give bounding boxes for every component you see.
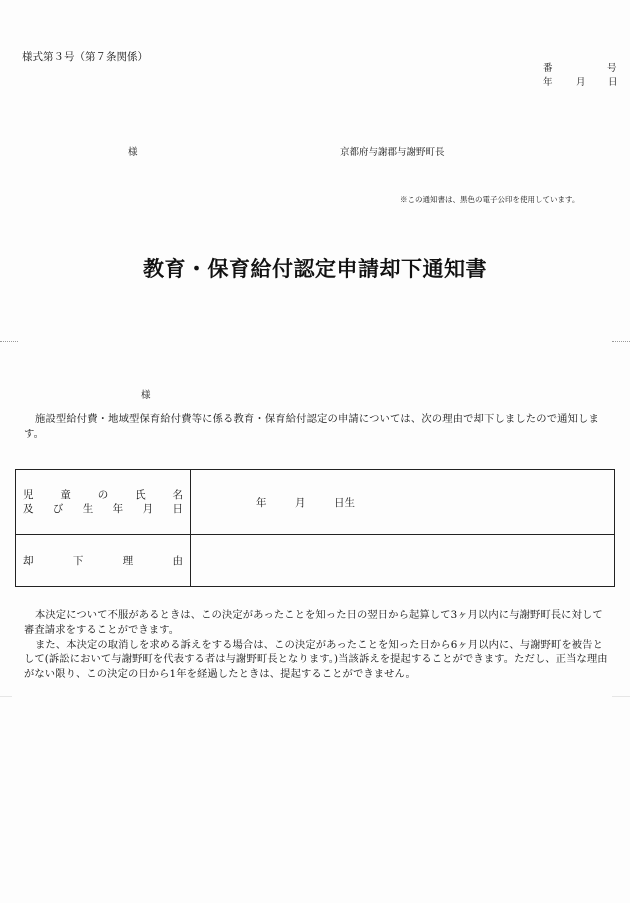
birth-day-label: 日生 [334, 497, 355, 509]
edge-mark-right [612, 696, 630, 697]
date-day-label: 日 [608, 77, 618, 88]
electronic-seal-note: ※この通知書は、黒色の電子公印を使用しています。 [400, 195, 580, 204]
addressee-honorific-bottom: 様 [141, 390, 151, 401]
date-month-label: 月 [576, 77, 586, 88]
detail-table [15, 469, 615, 587]
form-number: 様式第３号（第７条関係） [22, 51, 148, 63]
doc-number-ban-label: 番 [543, 63, 553, 74]
table-row-divider [16, 534, 614, 535]
fold-mark-left [0, 341, 18, 342]
document-title: 教育・保育給付認定申請却下通知書 [143, 256, 487, 281]
edge-mark-left [0, 696, 12, 697]
notice-body-text: 施設型給付費・地域型保育給付費等に係る教育・保育給付認定の申請については、次の理由で却下しましたので通知します。 [24, 413, 599, 440]
birth-year-label: 年 [256, 497, 267, 509]
birthdate-label: 及 び 生 年 月 日 [23, 503, 183, 515]
child-name-label: 児 童 の 氏 名 [23, 489, 183, 501]
rejection-reason-label: 却 下 理 由 [23, 555, 183, 567]
fold-mark-right [612, 341, 630, 342]
issuer-name: 京都府与謝郡与謝野町長 [340, 147, 445, 158]
addressee-honorific-top: 様 [128, 147, 138, 158]
appeal-paragraph-lawsuit: また、本決定の取消しを求める訴えをする場合は、この決定があったことを知った日から6ヶ月以内に、与謝野町を被告として(訴訟において与謝野町を代表する者は与謝野町長となります。)当該訴えを提起することができます。ただし、正当な理由がない限り、この決定の日から1年を経過したときは、提起することができません。 [24, 638, 608, 681]
appeal-paragraph-review: 本決定について不服があるときは、この決定があったことを知った日の翌日から起算して3ヶ月以内に与謝野町長に対して審査請求をすることができます。 [24, 609, 603, 636]
appeal-notice [24, 608, 609, 682]
doc-number-go-label: 号 [607, 63, 617, 74]
date-year-label: 年 [543, 77, 553, 88]
birth-month-label: 月 [295, 497, 306, 509]
table-column-divider [190, 470, 191, 586]
